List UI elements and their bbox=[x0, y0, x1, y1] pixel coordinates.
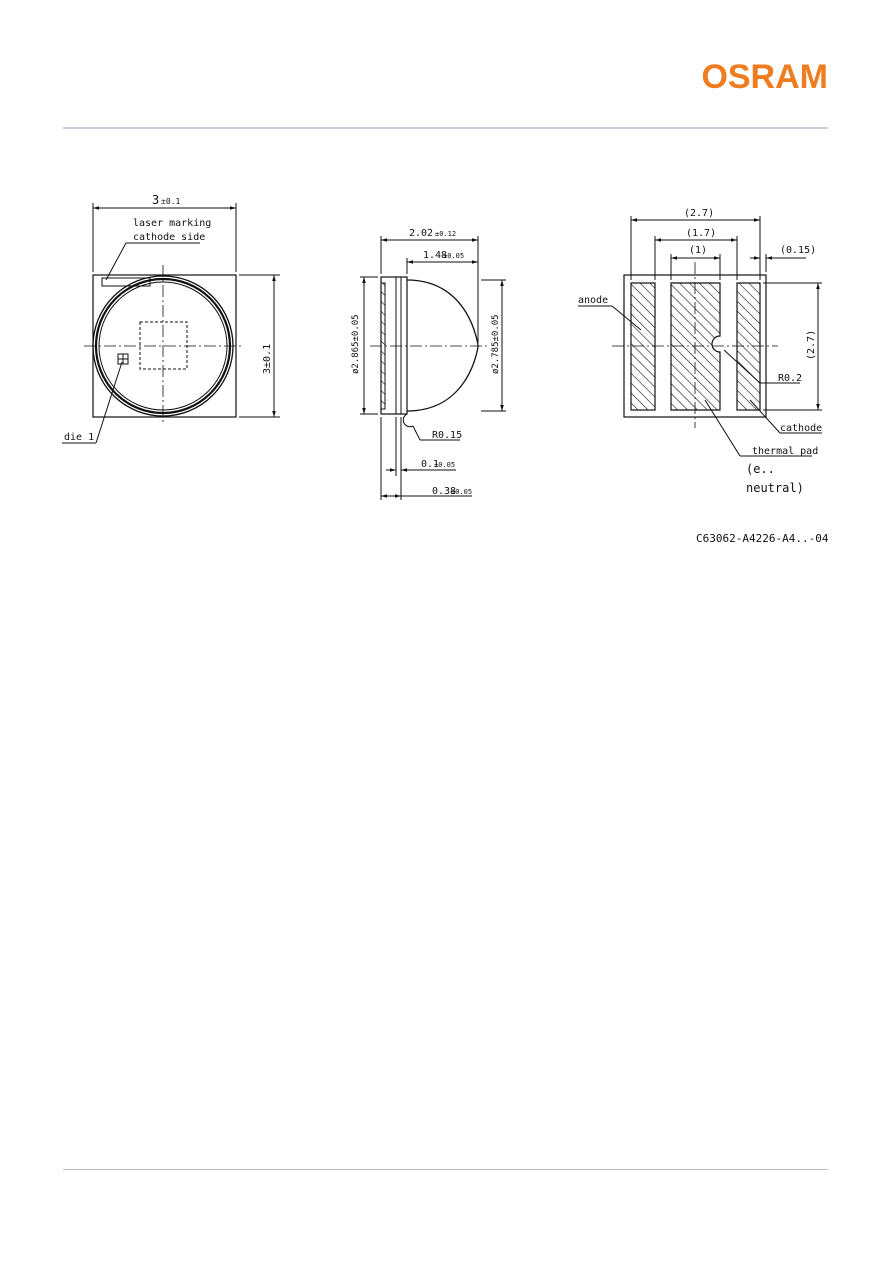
label-cathode-side: cathode side bbox=[133, 232, 206, 243]
side-base: 0.38 bbox=[432, 486, 457, 497]
side-radius: R0.15 bbox=[432, 430, 463, 441]
side-lens-height-tol: ±0.05 bbox=[443, 252, 465, 260]
osram-logo: OSRAM bbox=[701, 58, 828, 96]
label-neutral-2: neutral) bbox=[746, 481, 804, 495]
label-die-1: die 1 bbox=[64, 432, 95, 443]
label-thermal-pad: thermal pad bbox=[752, 446, 819, 457]
bottom-dim-height: (2.7) bbox=[806, 329, 817, 360]
label-anode: anode bbox=[578, 295, 609, 306]
label-neutral-1: (e.. bbox=[746, 462, 775, 476]
top-view-width-tol: ±0.1 bbox=[161, 197, 181, 206]
side-step: 0.1 bbox=[421, 459, 440, 470]
bottom-dim-gap: (0.15) bbox=[780, 245, 817, 256]
bottom-dim-inner: (1) bbox=[689, 245, 708, 256]
bottom-dim-mid: (1.7) bbox=[686, 228, 717, 239]
top-view-width-dim: 3 bbox=[152, 193, 160, 207]
side-overall-height-tol: ±0.12 bbox=[435, 230, 457, 238]
label-laser-marking: laser marking bbox=[133, 218, 212, 229]
side-lens-diameter: ø2.785±0.05 bbox=[491, 314, 501, 374]
side-overall-height: 2.02 bbox=[409, 228, 434, 239]
drawing-number: C63062-A4226-A4..-04 bbox=[696, 532, 829, 545]
label-cathode: cathode bbox=[780, 423, 823, 434]
side-lens-height: 1.48 bbox=[423, 250, 448, 261]
bottom-dim-outer: (2.7) bbox=[684, 208, 715, 219]
side-body-diameter: ø2.865±0.05 bbox=[351, 314, 361, 374]
bottom-radius: R0.2 bbox=[778, 373, 803, 384]
side-step-tol: ±0.05 bbox=[434, 461, 456, 469]
top-view-height-dim: 3±0.1 bbox=[262, 343, 273, 374]
side-base-tol: ±0.05 bbox=[451, 488, 473, 496]
